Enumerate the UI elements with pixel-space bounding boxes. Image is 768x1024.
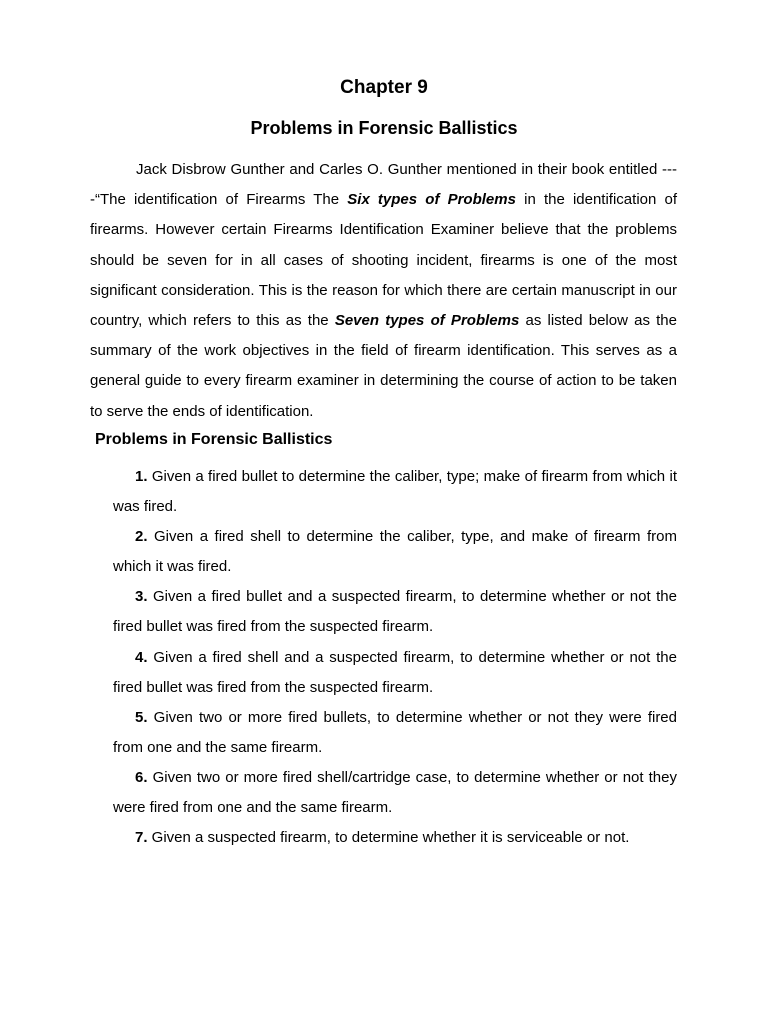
problem-number: 5. xyxy=(135,708,148,726)
intro-emphasis-seven-types: Seven types of Problems xyxy=(334,312,520,330)
problem-number: 3. xyxy=(135,588,148,606)
document-title: Problems in Forensic Ballistics xyxy=(250,118,518,138)
problem-item-4 xyxy=(113,643,677,703)
problem-item-5 xyxy=(113,703,677,763)
problem-item-1 xyxy=(113,462,677,522)
problem-text: Given two or more fired shell/cartridge case, to determine whether or not they were fired from one and the same firearm. xyxy=(113,768,677,817)
problem-number: 2. xyxy=(135,528,148,546)
problem-item-2 xyxy=(113,522,677,582)
intro-text-part-1: Jack Disbrow Gunther and Carles O. Gunther mentioned in their book entitled ----“The identification of Firearms The xyxy=(90,161,677,209)
problem-item-3 xyxy=(113,582,677,642)
intro-text-part-2: in the identification of firearms. However certain Firearms Identification Examiner believe that the problems should be seven for in all cases of shooting incident, firearms is one of the most significant consideration. This is the reason for which there are certain manuscript in our country, which refers to this as the xyxy=(90,191,678,330)
problem-number: 4. xyxy=(135,648,148,666)
problem-text: Given a fired shell to determine the caliber, type, and make of firearm from which it was fired. xyxy=(113,528,677,576)
problem-text: Given a fired bullet and a suspected firearm, to determine whether or not the fired bullet was fired from the suspected firearm. xyxy=(113,588,677,636)
problem-item-7 xyxy=(113,823,677,853)
intro-paragraph xyxy=(90,155,677,427)
problem-text: Given a suspected firearm, to determine whether it is serviceable or not. xyxy=(147,829,630,847)
chapter-title: Chapter 9 xyxy=(340,77,428,98)
problem-list xyxy=(113,462,677,853)
problem-text: Given a fired bullet to determine the caliber, type; make of firearm from which it was fired. xyxy=(113,468,677,516)
problem-item-6 xyxy=(113,763,677,823)
intro-text-part-3: as listed below as the summary of the work objectives in the field of firearm identification. This serves as a general guide to every firearm examiner in determining the course of action to be taken to serve the ends of identification. xyxy=(90,312,677,420)
problem-number: 1. xyxy=(135,468,148,485)
intro-emphasis-six-types: Six types of Problems xyxy=(347,191,516,209)
section-heading: Problems in Forensic Ballistics xyxy=(95,431,333,448)
problem-text: Given a fired shell and a suspected firearm, to determine whether or not the fired bullet was fired from the suspected firearm. xyxy=(113,648,677,696)
problem-number: 7. xyxy=(135,829,148,847)
problem-text: Given two or more fired bullets, to determine whether or not they were fired from one and the same firearm. xyxy=(113,708,677,756)
problem-number: 6. xyxy=(135,768,148,786)
